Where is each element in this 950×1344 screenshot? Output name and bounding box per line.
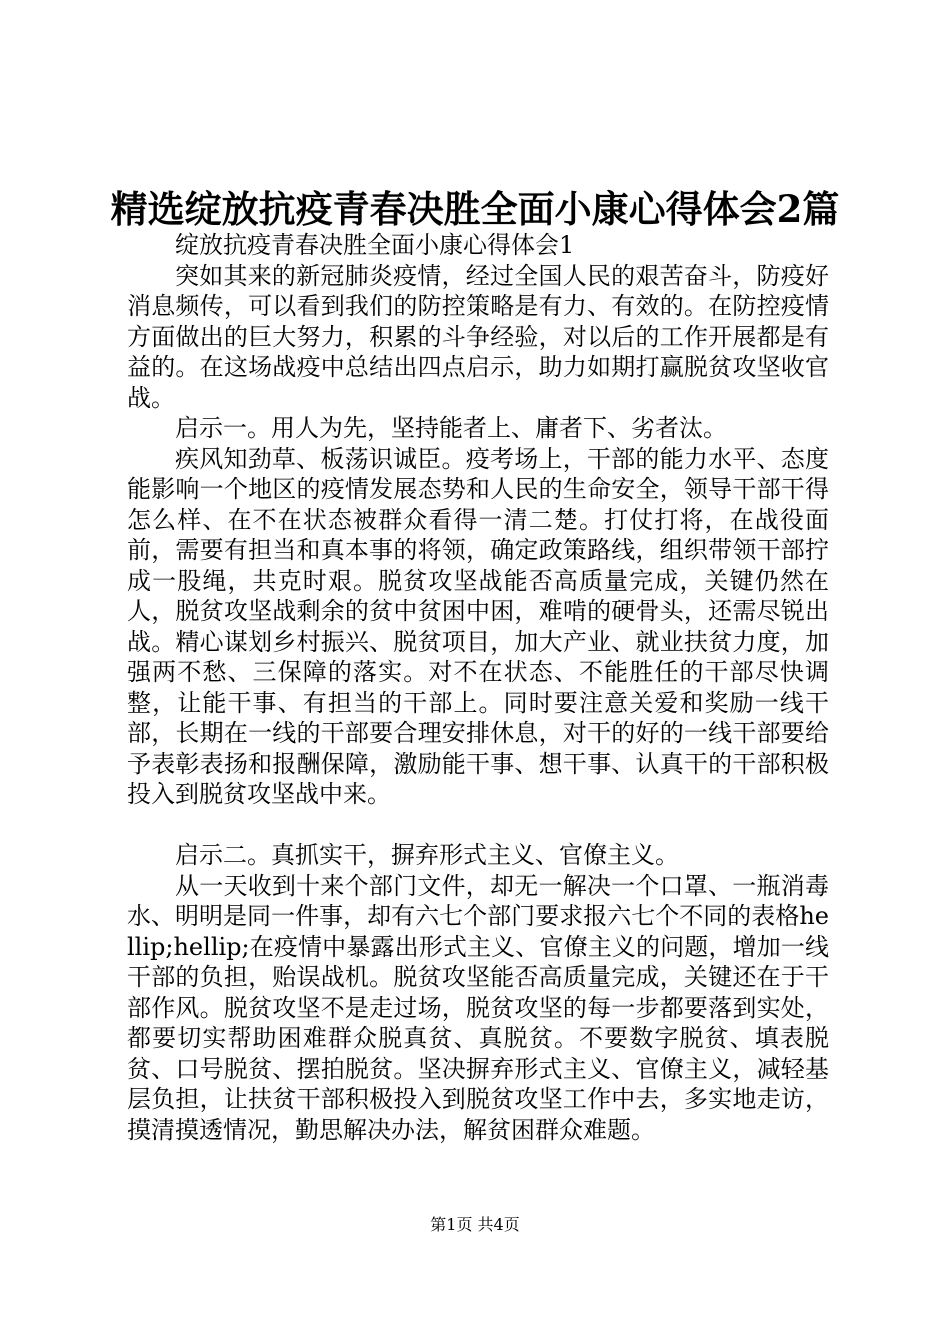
document-body: [127, 230, 829, 1145]
document-title: 精选绽放抗疫青春决胜全面小康心得体会2篇: [110, 187, 840, 231]
section-heading-insight-1: 启示一。用人为先，坚持能者上、庸者下、劣者汰。: [175, 414, 727, 442]
section-heading-1: 绽放抗疫青春决胜全面小康心得体会1: [175, 231, 575, 259]
paragraph-intro: 突如其来的新冠肺炎疫情，经过全国人民的艰苦奋斗，防疫好消息频传，可以看到我们的防控策略是有力、有效的。在防控疫情方面做出的巨大努力，积累的斗争经验，对以后的工作开展都是有益的。在这场战疫中总结出四点启示，助力如期打赢脱贫攻坚收官战。: [127, 261, 829, 412]
paragraph-insight-2: 从一天收到十来个部门文件，却无一解决一个口罩、一瓶消毒水、明明是同一件事，却有六七个部门要求报六七个不同的表格hellip;hellip;在疫情中暴露出形式主义、官僚主义的问题，增加一线干部的负担，贻误战机。脱贫攻坚能否高质量完成，关键还在于干部作风。脱贫攻坚不是走过场，脱贫攻坚的每一步都要落到实处，都要切实帮助困难群众脱真贫、真脱贫。不要数字脱贫、填表脱贫、口号脱贫、摆拍脱贫。坚决摒弃形式主义、官僚主义，减轻基层负担，让扶贫干部积极投入到脱贫攻坚工作中去，多实地走访，摸清摸透情况，勤思解决办法，解贫困群众难题。: [127, 871, 829, 1144]
paragraph-spacer: [127, 810, 829, 841]
paragraph-insight-1: 疾风知劲草、板荡识诚臣。疫考场上，干部的能力水平、态度能影响一个地区的疫情发展态势和人民的生命安全，领导干部干得怎么样、在不在状态被群众看得一清二楚。打仗打将，在战役面前，需要有担当和真本事的将领，确定政策路线，组织带领干部拧成一股绳，共克时艰。脱贫攻坚战能否高质量完成，关键仍然在人，脱贫攻坚战剩余的贫中贫困中困，难啃的硬骨头，还需尽锐出战。精心谋划乡村振兴、脱贫项目，加大产业、就业扶贫力度，加强两不愁、三保障的落实。对不在状态、不能胜任的干部尽快调整，让能干事、有担当的干部上。同时要注意关爱和奖励一线干部，长期在一线的干部要合理安排休息，对干的好的一线干部要给予表彰表扬和报酬保障，激励能干事、想干事、认真干的干部积极投入到脱贫攻坚战中来。: [127, 444, 829, 808]
page-footer: 第1页 共4页: [430, 1215, 520, 1234]
section-heading-insight-2: 启示二。真抓实干，摒弃形式主义、官僚主义。: [175, 841, 679, 869]
